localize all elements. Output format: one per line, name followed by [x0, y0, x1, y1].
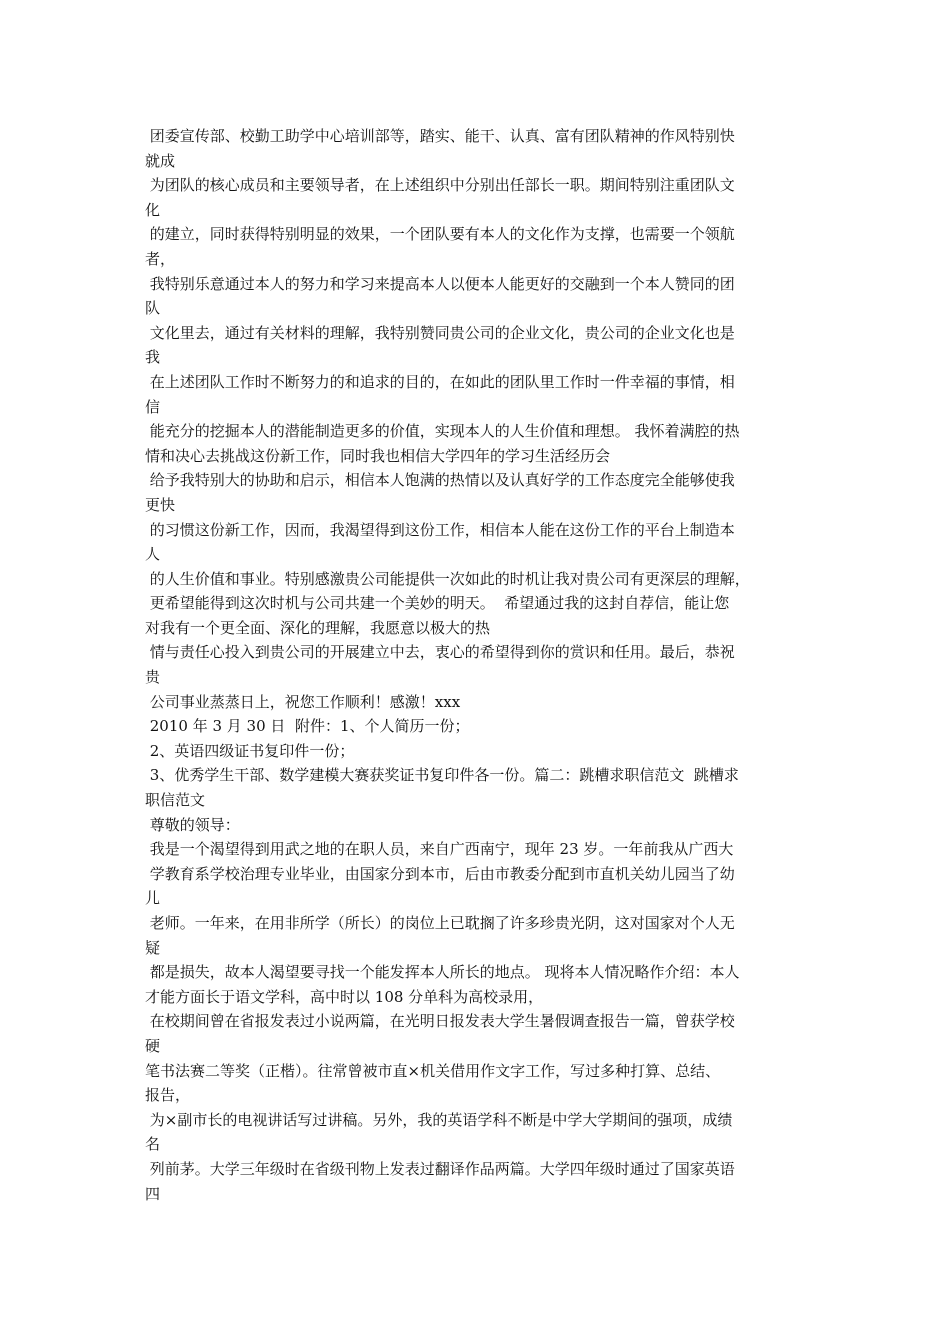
- text-line: 为×副市长的电视讲话写过讲稿。另外，我的英语学科不断是中学大学期间的强项，成绩: [145, 1110, 733, 1129]
- text-line: 化: [145, 200, 161, 219]
- text-line: 名: [145, 1135, 161, 1154]
- text-line: 学教育系学校治理专业毕业，由国家分到本市，后由市教委分配到市直机关幼儿园当了幼: [145, 864, 735, 883]
- text-line: 公司事业蒸蒸日上，祝您工作顺利！感激！xxx: [145, 692, 461, 711]
- text-line: 笔书法赛二等奖（正楷）。往常曾被市直×机关借用作文字工作，写过多种打算、总结、: [145, 1061, 721, 1080]
- text-line: 2、英语四级证书复印件一份；: [145, 741, 355, 760]
- text-line: 硬: [145, 1036, 161, 1055]
- text-line: 信: [145, 397, 161, 416]
- text-line: 人: [145, 545, 161, 564]
- text-line: 四: [145, 1184, 161, 1203]
- text-line: 情和决心去挑战这份新工作，同时我也相信大学四年的学习生活经历会: [145, 446, 611, 465]
- text-line: 的习惯这份新工作，因而，我渴望得到这份工作，相信本人能在这份工作的平台上制造本: [145, 520, 735, 539]
- text-line: 疑: [145, 938, 161, 957]
- text-line: 报告，: [145, 1086, 191, 1105]
- text-line: 的建立，同时获得特别明显的效果，一个团队要有本人的文化作为支撑，也需要一个领航: [145, 225, 735, 244]
- text-line: 的人生价值和事业。特别感激贵公司能提供一次如此的时机让我对贵公司有更深层的理解，: [145, 569, 750, 588]
- text-line: 更希望能得到这次时机与公司共建一个美妙的明天。 希望通过我的这封自荐信，能让您: [145, 594, 730, 613]
- text-line: 老师。一年来，在用非所学（所长）的岗位上已耽搁了许多珍贵光阴，这对国家对个人无: [145, 914, 735, 932]
- text-line: 列前茅。大学三年级时在省级刊物上发表过翻译作品两篇。大学四年级时通过了国家英语: [145, 1159, 735, 1178]
- text-line: 3、优秀学生干部、数学建模大赛获奖证书复印件各一份。篇二：跳槽求职信范文 跳槽求: [145, 766, 739, 785]
- text-line: 我: [145, 348, 161, 367]
- text-line: 都是损失，故本人渴望要寻找一个能发挥本人所长的地点。 现将本人情况略作介绍：本人: [145, 963, 740, 982]
- text-line: 2010 年 3 月 30 日 附件：1、个人简历一份；: [145, 717, 470, 736]
- text-line: 为团队的核心成员和主要领导者，在上述组织中分别出任部长一职。期间特别注重团队文: [145, 176, 735, 195]
- text-line: 尊敬的领导：: [145, 815, 240, 834]
- text-line: 职信范文: [145, 791, 206, 810]
- text-line: 贵: [145, 668, 161, 687]
- text-line: 儿: [145, 889, 161, 908]
- text-line: 给予我特别大的协助和启示，相信本人饱满的热情以及认真好学的工作态度完全能够使我: [145, 471, 735, 490]
- text-line: 我是一个渴望得到用武之地的在职人员，来自广西南宁，现年 23 岁。一年前我从广西大: [145, 840, 734, 859]
- text-line: 情与责任心投入到贵公司的开展建立中去，衷心的希望得到你的赏识和任用。最后，恭祝: [145, 643, 735, 662]
- text-line: 就成: [145, 151, 176, 170]
- text-line: 才能方面长于语文学科，高中时以 108 分单科为高校录用，: [145, 987, 544, 1006]
- text-line: 团委宣传部、校勤工助学中心培训部等，踏实、能干、认真、富有团队精神的作风特别快: [145, 127, 735, 145]
- text-line: 在上述团队工作时不断努力的和追求的目的，在如此的团队里工作时一件幸福的事情，相: [145, 372, 735, 391]
- document-body: [145, 124, 810, 1206]
- text-line: 对我有一个更全面、深化的理解，我愿意以极大的热: [145, 618, 491, 637]
- text-line: 文化里去，通过有关材料的理解，我特别赞同贵公司的企业文化，贵公司的企业文化也是: [145, 323, 735, 342]
- text-line: 者，: [145, 249, 176, 268]
- text-line: 能充分的挖掘本人的潜能制造更多的价值，实现本人的人生价值和理想。 我怀着满腔的热: [145, 422, 740, 441]
- text-line: 我特别乐意通过本人的努力和学习来提高本人以便本人能更好的交融到一个本人赞同的团: [145, 274, 735, 293]
- text-line: 队: [145, 299, 161, 318]
- text-line: 在校期间曾在省报发表过小说两篇，在光明日报发表大学生暑假调查报告一篇，曾获学校: [145, 1012, 735, 1031]
- text-line: 更快: [145, 495, 176, 514]
